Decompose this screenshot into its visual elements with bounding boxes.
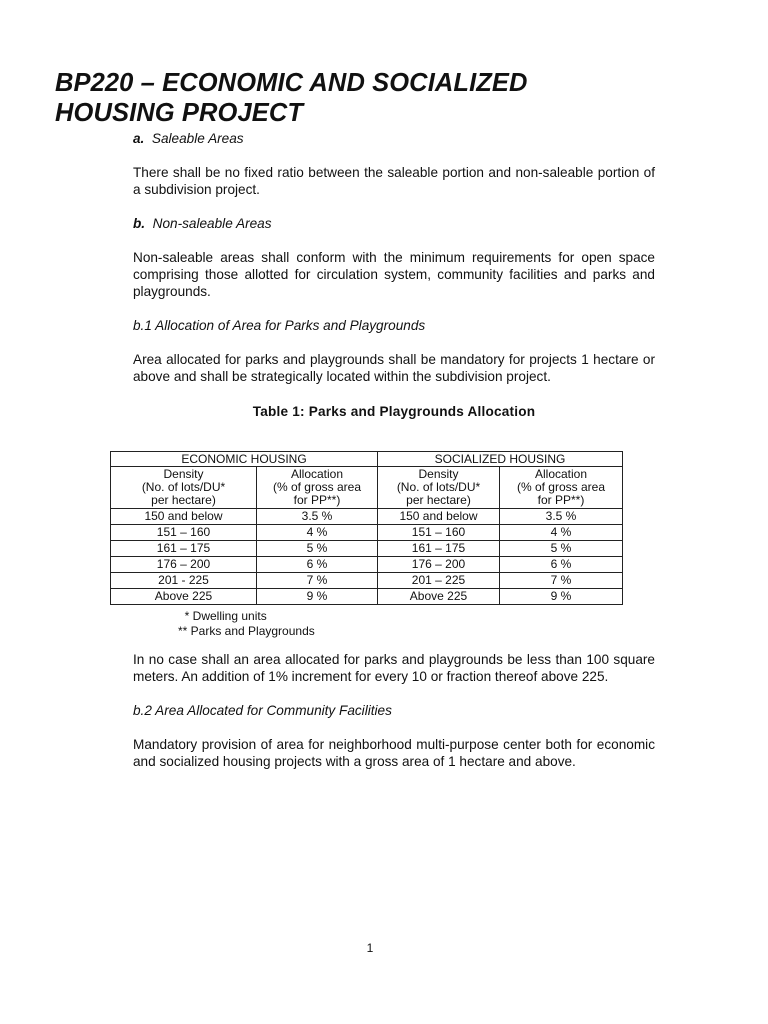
section-b-marker: b. (133, 216, 146, 231)
header-line: per hectare) (406, 493, 471, 507)
document-title (55, 68, 715, 128)
header-line: Allocation (290, 467, 344, 481)
section-b-heading-text: Non-saleable Areas (152, 216, 272, 231)
table-row (111, 557, 623, 573)
table-cell: 201 - 225 (111, 573, 257, 589)
footnote-parks-playgrounds: ** Parks and Playgrounds (178, 624, 315, 638)
table-cell: 176 – 200 (111, 557, 257, 573)
table-cell: 6 % (257, 557, 378, 573)
table-row (111, 509, 623, 525)
econ-density-header (111, 467, 257, 509)
econ-allocation-header (257, 467, 378, 509)
socialized-housing-header: SOCIALIZED HOUSING (378, 452, 623, 467)
section-a-heading (133, 130, 655, 147)
table-row (111, 573, 623, 589)
section-b1-body: Area allocated for parks and playgrounds shall be mandatory for projects 1 hectare or above and shall be strategically located within the subdivision project. (133, 352, 655, 384)
table-cell: Above 225 (111, 589, 257, 605)
document-body (133, 130, 655, 420)
table-cell: 5 % (257, 541, 378, 557)
table-cell: 201 – 225 (378, 573, 500, 589)
table-cell: 3.5 % (257, 509, 378, 525)
header-line: Density (163, 467, 204, 481)
section-a-body: There shall be no fixed ratio between the saleable portion and non-saleable portion of a subdivision project. (133, 165, 655, 197)
soc-density-header (378, 467, 500, 509)
table-caption: Table 1: Parks and Playgrounds Allocation (252, 404, 536, 419)
section-b-heading (133, 215, 655, 232)
section-b1-heading: b.1 Allocation of Area for Parks and Playgrounds (133, 318, 426, 333)
table-cell: 150 and below (111, 509, 257, 525)
table-cell: 6 % (500, 557, 623, 573)
table-cell: 4 % (257, 525, 378, 541)
table-row (111, 541, 623, 557)
header-line: (% of gross area (516, 480, 606, 494)
table-cell: 3.5 % (500, 509, 623, 525)
page-number: 1 (366, 941, 374, 955)
header-line: for PP**) (293, 493, 341, 507)
header-line: Density (418, 467, 459, 481)
economic-housing-header: ECONOMIC HOUSING (111, 452, 378, 467)
header-line: (No. of lots/DU* (396, 480, 481, 494)
table-row (111, 525, 623, 541)
section-b2-body: Mandatory provision of area for neighborhood multi-purpose center both for economic and socialized housing projects with a gross area of 1 hectare and above. (133, 737, 655, 769)
table-cell: Above 225 (378, 589, 500, 605)
table-cell: 4 % (500, 525, 623, 541)
header-line: Allocation (534, 467, 588, 481)
document-body-continued (133, 651, 655, 770)
table-cell: 5 % (500, 541, 623, 557)
table-cell: 7 % (500, 573, 623, 589)
table-cell: 161 – 175 (111, 541, 257, 557)
section-b-body: Non-saleable areas shall conform with the minimum requirements for open space comprising those allotted for circulation system, community facilities and parks and playgrounds. (133, 250, 655, 299)
footnote-dwelling-units: * Dwelling units (178, 609, 267, 623)
header-line: (No. of lots/DU* (141, 480, 226, 494)
table-cell: 7 % (257, 573, 378, 589)
table-cell: 151 – 160 (111, 525, 257, 541)
soc-allocation-header (500, 467, 623, 509)
table-footnotes (178, 609, 315, 639)
table-cell: 176 – 200 (378, 557, 500, 573)
table-cell: 9 % (257, 589, 378, 605)
title-line-2: HOUSING PROJECT (55, 99, 304, 127)
table-cell: 9 % (500, 589, 623, 605)
section-a-marker: a. (133, 131, 145, 146)
table-cell: 150 and below (378, 509, 500, 525)
table-cell: 161 – 175 (378, 541, 500, 557)
header-line: for PP**) (537, 493, 585, 507)
allocation-table (110, 451, 623, 605)
section-b2-heading: b.2 Area Allocated for Community Facilities (133, 703, 392, 718)
table-cell: 151 – 160 (378, 525, 500, 541)
header-line: (% of gross area (272, 480, 362, 494)
table-group-header-row (111, 452, 623, 467)
table-column-header-row (111, 467, 623, 509)
header-line: per hectare) (151, 493, 216, 507)
table-row (111, 589, 623, 605)
section-a-heading-text: Saleable Areas (151, 131, 244, 146)
title-line-1: BP220 – ECONOMIC AND SOCIALIZED (55, 69, 528, 97)
paragraph-after-table: In no case shall an area allocated for parks and playgrounds be less than 100 square meters. An addition of 1% increment for every 10 or fraction thereof above 225. (133, 652, 655, 684)
